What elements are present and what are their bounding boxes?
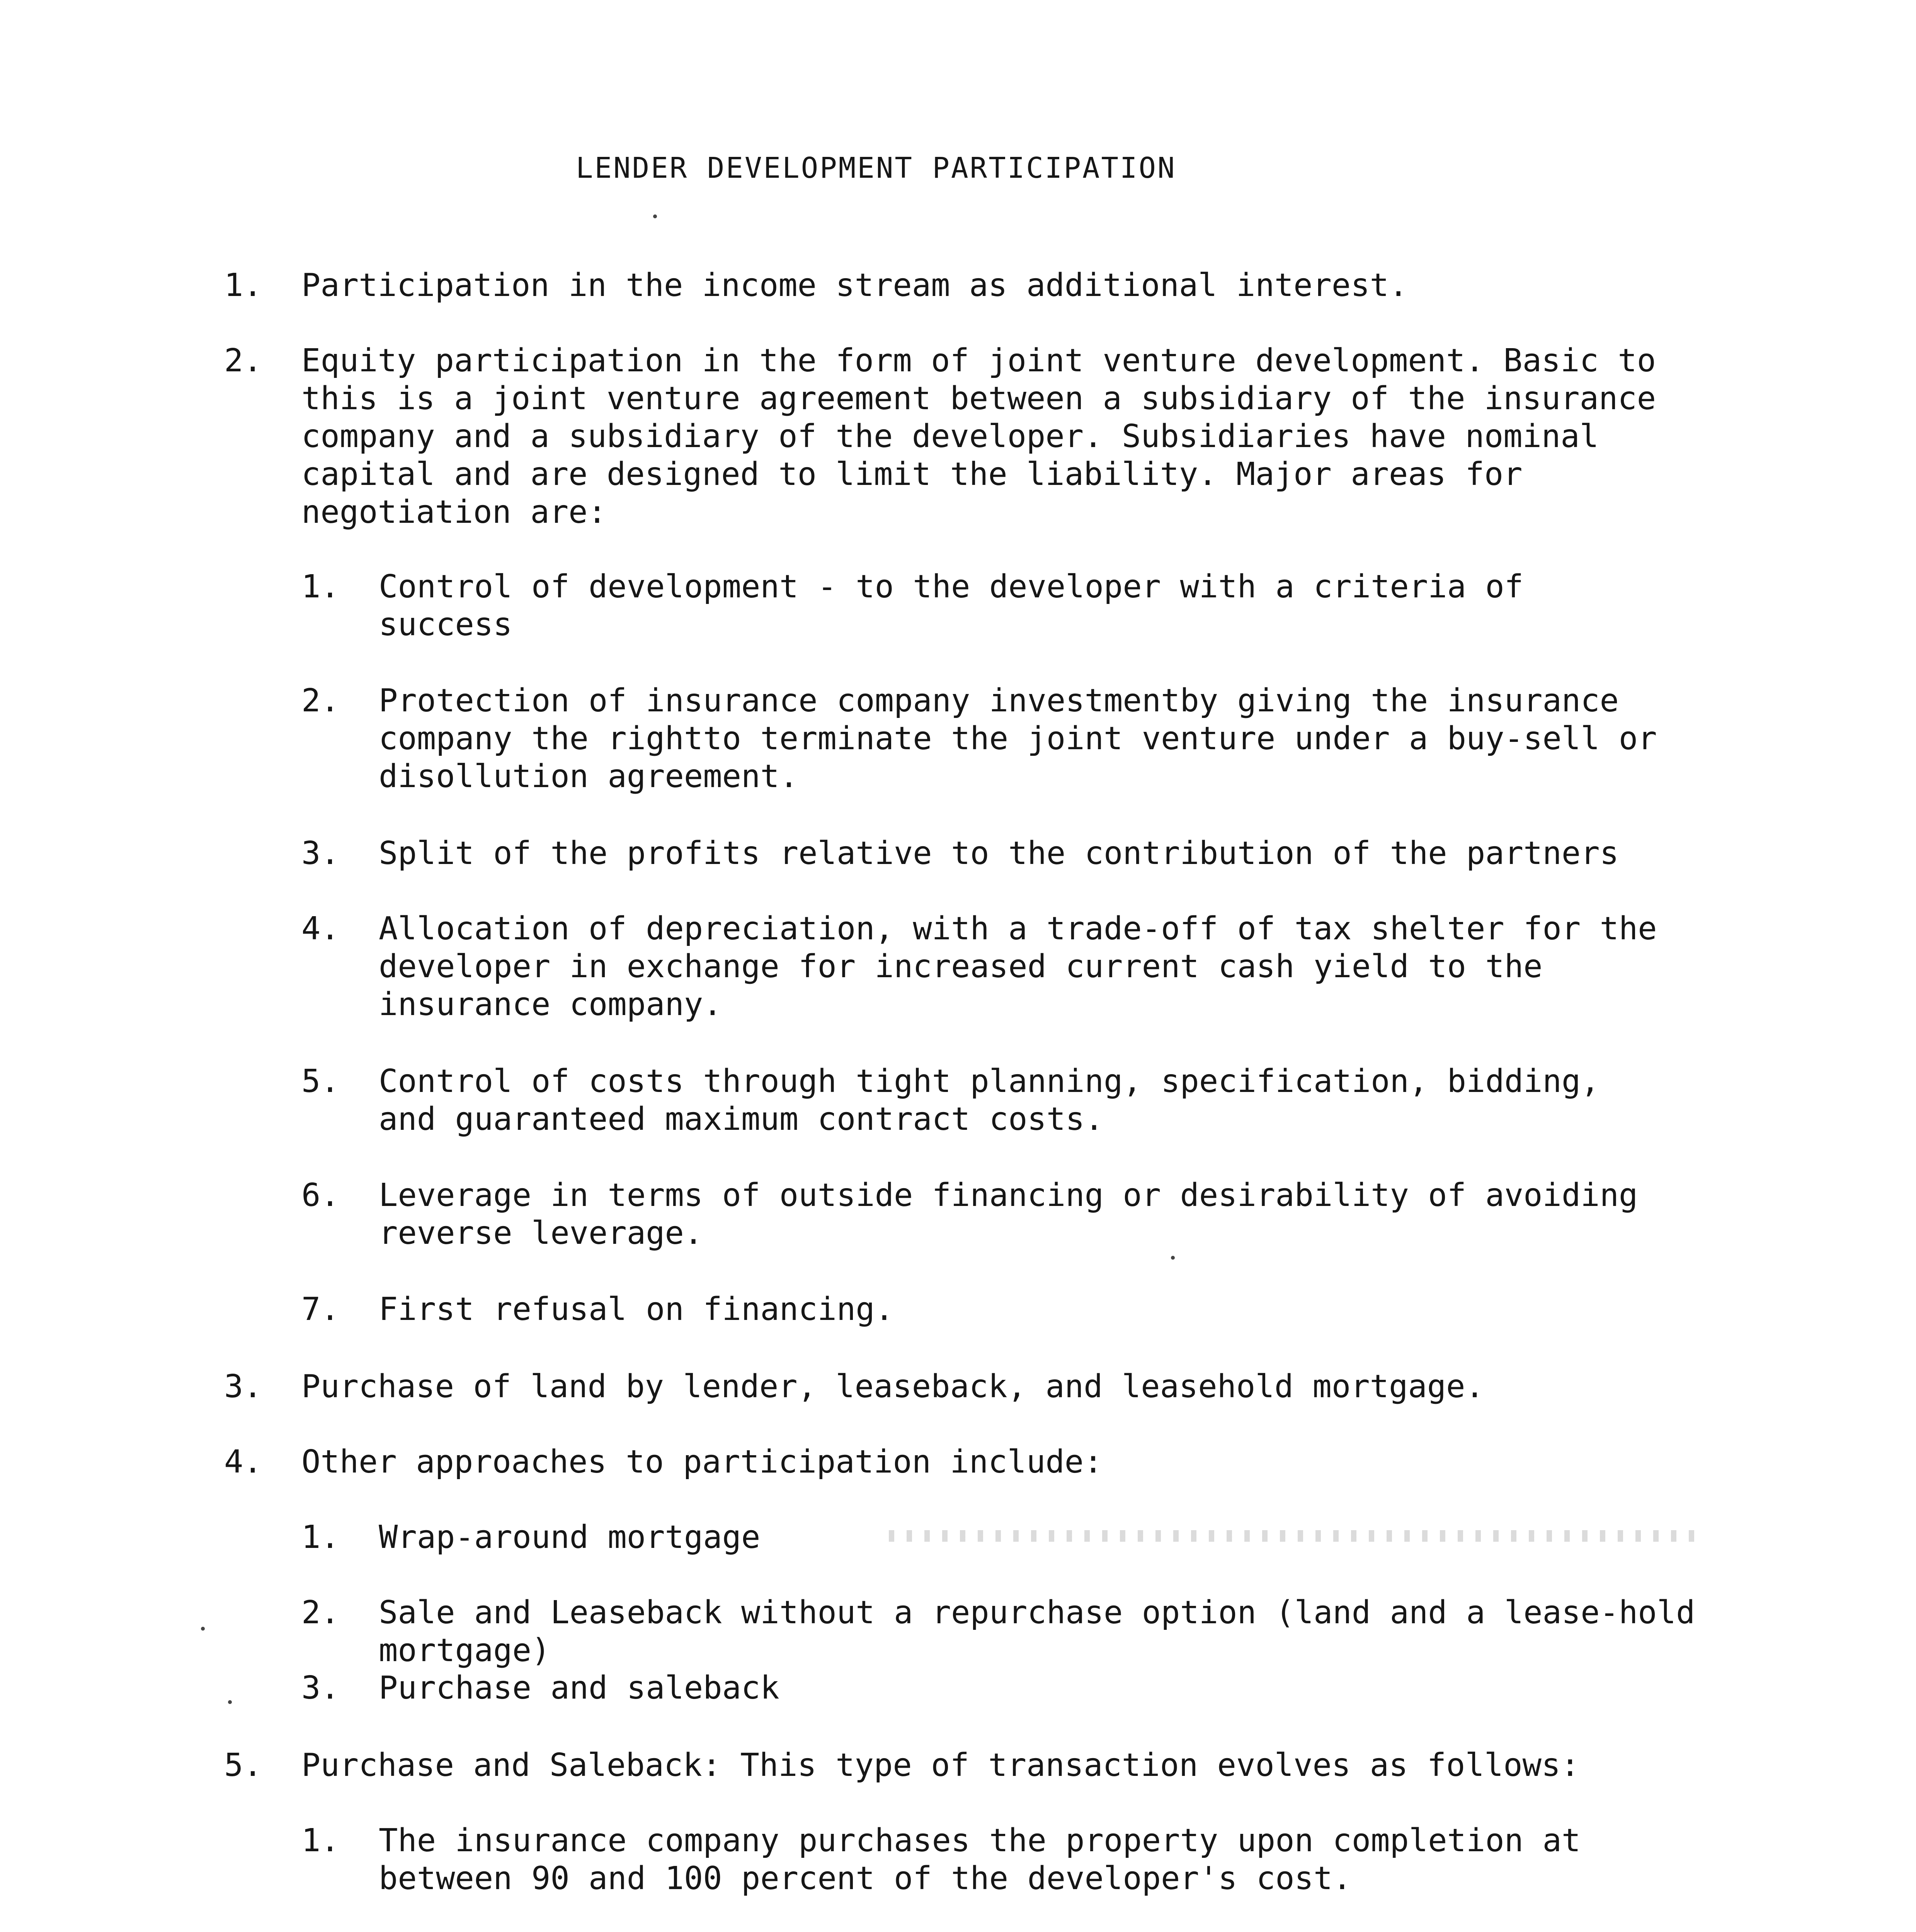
item-text: First refusal on financing. xyxy=(379,1291,894,1328)
item-number: 1. xyxy=(301,1822,340,1859)
item-text: Purchase of land by lender, leaseback, and leasehold mortgage. xyxy=(301,1368,1484,1405)
item-text: Participation in the income stream as additional interest. xyxy=(301,267,1408,304)
item-number: 1. xyxy=(224,267,262,304)
scan-speck xyxy=(201,1627,205,1631)
item-text: Other approaches to participation include: xyxy=(301,1444,1103,1480)
item-number: 1. xyxy=(301,1519,340,1556)
item-number: 4. xyxy=(301,910,340,947)
item-text: Purchase and saleback xyxy=(379,1670,779,1706)
item-number: 3. xyxy=(301,1670,340,1706)
item-text: Allocation of depreciation, with a trade-off of tax shelter for the developer in exchange for increased current cash yield to the insurance company. xyxy=(379,910,1657,1023)
item-text: Control of costs through tight planning, specification, bidding, and guaranteed maximum contract costs. xyxy=(379,1063,1600,1138)
item-number: 7. xyxy=(301,1291,340,1328)
item-text: Purchase and Saleback: This type of transaction evolves as follows: xyxy=(301,1747,1580,1784)
item-number: 2. xyxy=(301,1594,340,1631)
faint-smudge xyxy=(889,1530,1700,1542)
item-number: 3. xyxy=(224,1368,262,1405)
item-text: Control of development - to the developer with a criteria of success xyxy=(379,568,1524,643)
item-text: Split of the profits relative to the contribution of the partners xyxy=(379,835,1619,872)
item-text: The insurance company purchases the property upon completion at between 90 and 100 percent of the developer's cost. xyxy=(379,1822,1581,1897)
item-text: Equity participation in the form of joint venture development. Basic to this is a joint venture agreement between a subsidiary of the insurance company and a subsidiary of the developer. Subsidiaries have nominal capital and are designed to limit the liability. Major areas for negotiation are: xyxy=(301,342,1656,531)
item-number: 5. xyxy=(224,1747,262,1784)
scan-speck xyxy=(1171,1256,1175,1260)
item-number: 5. xyxy=(301,1063,340,1100)
item-text: Protection of insurance company investmentby giving the insurance company the rightto terminate the joint venture under a buy-sell or disollution agreement. xyxy=(379,682,1657,795)
item-number: 3. xyxy=(301,835,340,872)
item-text: Wrap-around mortgage xyxy=(379,1519,761,1556)
item-number: 6. xyxy=(301,1177,340,1214)
page-title: LENDER DEVELOPMENT PARTICIPATION xyxy=(576,151,1176,185)
scan-speck xyxy=(228,1700,232,1704)
item-text: Sale and Leaseback without a repurchase option (land and a lease-hold mortgage) xyxy=(379,1594,1695,1669)
item-number: 1. xyxy=(301,568,340,605)
item-text: Leverage in terms of outside financing or desirability of avoiding reverse leverage. xyxy=(379,1177,1638,1252)
scan-speck xyxy=(653,214,657,218)
item-number: 2. xyxy=(224,342,262,379)
item-number: 4. xyxy=(224,1444,262,1480)
item-number: 2. xyxy=(301,682,340,719)
